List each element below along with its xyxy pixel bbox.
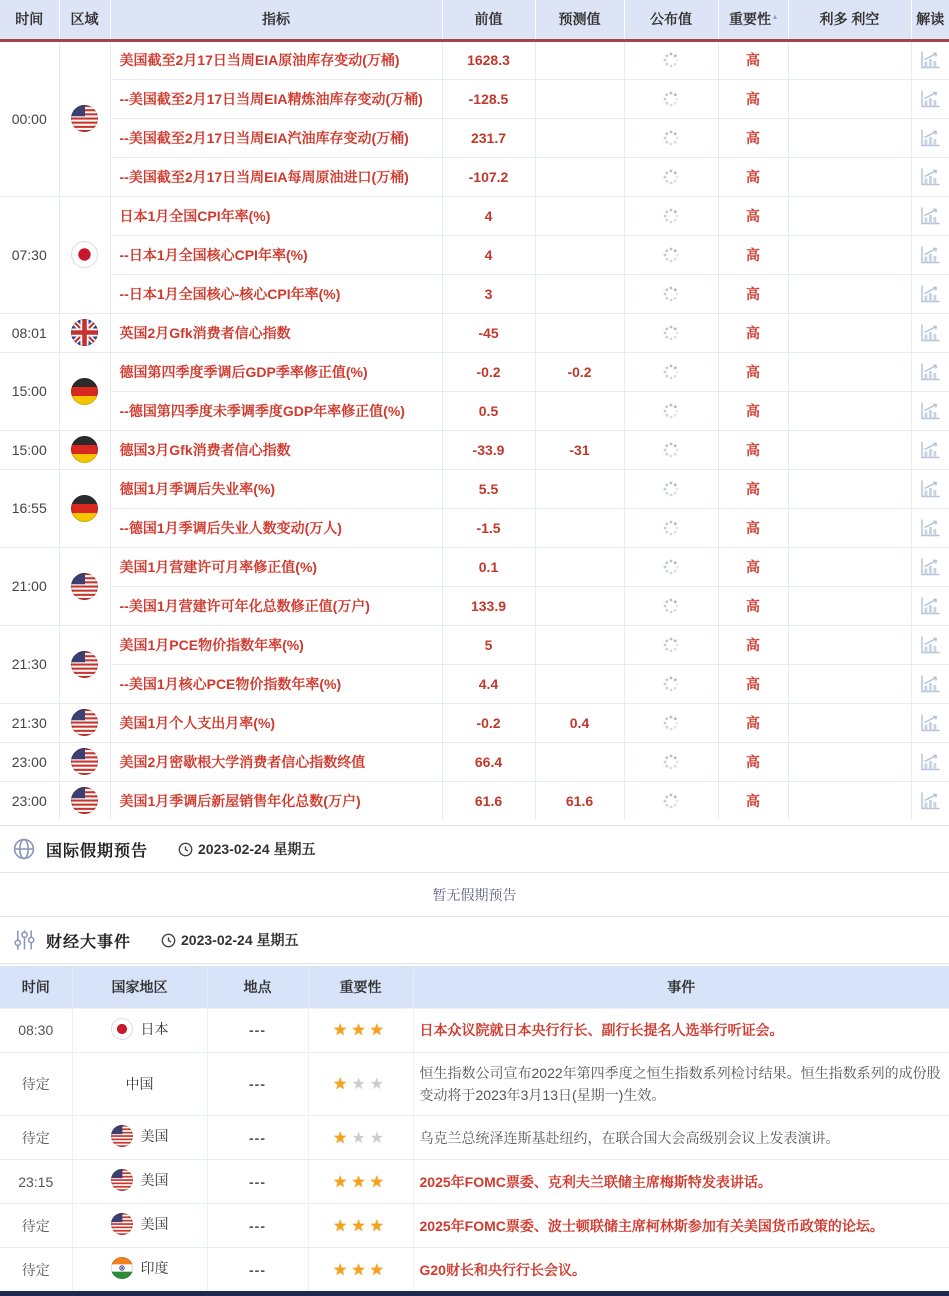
- previous-value: -107.2: [442, 157, 535, 196]
- published-value-loading-spinner-icon: [624, 742, 718, 781]
- forecast-value: -0.2: [535, 352, 624, 391]
- published-value-loading-spinner-icon: [624, 235, 718, 274]
- event-time: 08:30: [0, 1008, 72, 1052]
- forecast-value: [535, 235, 624, 274]
- holiday-section-title: 国际假期预告: [46, 842, 149, 860]
- bias-cell: [788, 235, 911, 274]
- previous-value: 0.5: [442, 391, 535, 430]
- clock-icon: [161, 933, 176, 948]
- time-cell: 16:55: [0, 469, 59, 547]
- bias-cell: [788, 430, 911, 469]
- forecast-value: [535, 664, 624, 703]
- event-row: [0, 1160, 949, 1204]
- forecast-value: [535, 196, 624, 235]
- event-location: ---: [207, 1248, 308, 1292]
- event-importance-stars: [308, 1204, 413, 1248]
- globe-icon: [12, 837, 36, 861]
- importance-level: 高: [718, 742, 788, 781]
- interpret-chart-button[interactable]: [911, 235, 949, 274]
- calendar-row: [0, 118, 949, 157]
- star-icon: ★: [369, 1261, 389, 1279]
- published-value-loading-spinner-icon: [624, 313, 718, 352]
- interpret-chart-button[interactable]: [911, 40, 949, 79]
- importance-level: 高: [718, 40, 788, 79]
- holiday-date: [178, 839, 316, 859]
- published-value-loading-spinner-icon: [624, 196, 718, 235]
- interpret-chart-button[interactable]: [911, 625, 949, 664]
- event-description: 恒生指数公司宣布2022年第四季度之恒生指数系列检讨结果。恒生指数系列的成份股变动将于2023年3月13日(星期一)生效。: [413, 1052, 949, 1116]
- indicator-name: 美国截至2月17日当周EIA原油库存变动(万桶): [110, 40, 442, 79]
- region-flag-us-icon: [59, 625, 110, 703]
- indicator-name: 英国2月Gfk消费者信心指数: [110, 313, 442, 352]
- time-cell: 15:00: [0, 352, 59, 430]
- forecast-value: 61.6: [535, 781, 624, 820]
- event-country: [72, 1248, 207, 1292]
- time-cell: 08:01: [0, 313, 59, 352]
- event-country: [72, 1052, 207, 1116]
- interpret-chart-button[interactable]: [911, 118, 949, 157]
- forecast-value: [535, 79, 624, 118]
- importance-level: 高: [718, 79, 788, 118]
- forecast-value: [535, 742, 624, 781]
- time-cell: 21:30: [0, 703, 59, 742]
- star-icon: ★: [351, 1129, 370, 1147]
- calendar-row: [0, 586, 949, 625]
- interpret-chart-button[interactable]: [911, 664, 949, 703]
- importance-level: 高: [718, 703, 788, 742]
- calendar-column-header-previous: 前值: [442, 0, 535, 40]
- star-icon: ★: [332, 1217, 352, 1235]
- tune-icon: [12, 928, 36, 952]
- bias-cell: [788, 664, 911, 703]
- event-location: ---: [207, 1116, 308, 1160]
- event-time: 待定: [0, 1204, 72, 1248]
- previous-value: 61.6: [442, 781, 535, 820]
- importance-level: 高: [718, 274, 788, 313]
- interpret-chart-button[interactable]: [911, 352, 949, 391]
- forecast-value: [535, 625, 624, 664]
- star-icon: ★: [369, 1173, 389, 1191]
- previous-value: 4: [442, 235, 535, 274]
- calendar-column-header-interpret: 解读: [911, 0, 949, 40]
- region-flag-us-icon: [59, 781, 110, 820]
- event-time: 待定: [0, 1052, 72, 1116]
- bias-cell: [788, 781, 911, 820]
- event-row: [0, 1052, 949, 1116]
- event-country: [72, 1204, 207, 1248]
- event-row: [0, 1204, 949, 1248]
- region-flag-us-icon: [59, 742, 110, 781]
- time-cell: 23:00: [0, 742, 59, 781]
- calendar-row: [0, 469, 949, 508]
- events-column-header-location: 地点: [207, 966, 308, 1008]
- star-icon: ★: [369, 1022, 389, 1039]
- importance-level: 高: [718, 352, 788, 391]
- importance-level: 高: [718, 430, 788, 469]
- previous-value: -33.9: [442, 430, 535, 469]
- star-icon: ★: [351, 1173, 370, 1191]
- star-icon: ★: [351, 1022, 370, 1039]
- previous-value: 66.4: [442, 742, 535, 781]
- calendar-row: [0, 547, 949, 586]
- events-column-header-importance: 重要性: [308, 966, 413, 1008]
- event-description: G20财长和央行行长会议。: [413, 1248, 949, 1292]
- published-value-loading-spinner-icon: [624, 703, 718, 742]
- published-value-loading-spinner-icon: [624, 508, 718, 547]
- country-flag-us-icon: [111, 1125, 133, 1147]
- forecast-value: 0.4: [535, 703, 624, 742]
- calendar-row: [0, 625, 949, 664]
- forecast-value: [535, 313, 624, 352]
- forecast-value: [535, 586, 624, 625]
- time-cell: 21:30: [0, 625, 59, 703]
- previous-value: -0.2: [442, 352, 535, 391]
- previous-value: 5: [442, 625, 535, 664]
- holiday-section-header: [0, 825, 949, 873]
- calendar-row: [0, 313, 949, 352]
- indicator-name: 美国1月季调后新屋销售年化总数(万户): [110, 781, 442, 820]
- country-flag-us-icon: [111, 1213, 133, 1235]
- importance-level: 高: [718, 157, 788, 196]
- previous-value: 1628.3: [442, 40, 535, 79]
- bias-cell: [788, 742, 911, 781]
- importance-level: 高: [718, 547, 788, 586]
- calendar-row: [0, 352, 949, 391]
- indicator-name: --德国第四季度未季调季度GDP年率修正值(%): [110, 391, 442, 430]
- published-value-loading-spinner-icon: [624, 274, 718, 313]
- indicator-name: 德国1月季调后失业率(%): [110, 469, 442, 508]
- published-value-loading-spinner-icon: [624, 664, 718, 703]
- interpret-chart-button[interactable]: [911, 274, 949, 313]
- interpret-chart-button[interactable]: [911, 157, 949, 196]
- events-date: [161, 930, 299, 950]
- bias-cell: [788, 469, 911, 508]
- previous-value: 133.9: [442, 586, 535, 625]
- indicator-name: --美国截至2月17日当周EIA每周原油进口(万桶): [110, 157, 442, 196]
- published-value-loading-spinner-icon: [624, 430, 718, 469]
- indicator-name: --美国截至2月17日当周EIA精炼油库存变动(万桶): [110, 79, 442, 118]
- interpret-chart-button[interactable]: [911, 79, 949, 118]
- previous-value: 3: [442, 274, 535, 313]
- forecast-value: [535, 118, 624, 157]
- interpret-chart-button[interactable]: [911, 586, 949, 625]
- star-icon: ★: [369, 1075, 389, 1093]
- calendar-row: [0, 196, 949, 235]
- previous-value: 0.1: [442, 547, 535, 586]
- event-description: 2025年FOMC票委、克利夫兰联储主席梅斯特发表讲话。: [413, 1160, 949, 1204]
- bias-cell: [788, 196, 911, 235]
- star-icon: ★: [332, 1075, 352, 1093]
- time-cell: 21:00: [0, 547, 59, 625]
- indicator-name: --美国1月核心PCE物价指数年率(%): [110, 664, 442, 703]
- country-name: 美国: [140, 1128, 169, 1145]
- interpret-chart-button[interactable]: [911, 703, 949, 742]
- event-time: 23:15: [0, 1160, 72, 1204]
- event-description: 日本众议院就日本央行行长、副行长提名人选举行听证会。: [413, 1008, 949, 1052]
- events-header-row: [0, 966, 949, 1008]
- star-icon: ★: [369, 1129, 389, 1147]
- time-cell: 07:30: [0, 196, 59, 313]
- forecast-value: [535, 40, 624, 79]
- published-value-loading-spinner-icon: [624, 469, 718, 508]
- event-time: 待定: [0, 1116, 72, 1160]
- forecast-value: [535, 547, 624, 586]
- region-flag-us-icon: [59, 40, 110, 196]
- calendar-row: [0, 781, 949, 820]
- events-column-header-event: 事件: [413, 966, 949, 1008]
- country-flag-us-icon: [111, 1169, 133, 1191]
- country-name: 日本: [140, 1020, 169, 1037]
- region-flag-de-icon: [59, 469, 110, 547]
- star-icon: ★: [332, 1022, 352, 1039]
- importance-level: 高: [718, 625, 788, 664]
- interpret-chart-button[interactable]: [911, 196, 949, 235]
- importance-level: 高: [718, 235, 788, 274]
- event-country: [72, 1008, 207, 1052]
- event-country: [72, 1116, 207, 1160]
- calendar-column-header-forecast: 预测值: [535, 0, 624, 40]
- importance-level: 高: [718, 118, 788, 157]
- previous-value: -1.5: [442, 508, 535, 547]
- importance-level: 高: [718, 469, 788, 508]
- forecast-value: [535, 157, 624, 196]
- calendar-row: [0, 703, 949, 742]
- published-value-loading-spinner-icon: [624, 586, 718, 625]
- event-row: [0, 1116, 949, 1160]
- country-name: 美国: [140, 1216, 169, 1233]
- indicator-name: 美国1月营建许可月率修正值(%): [110, 547, 442, 586]
- calendar-row: [0, 157, 949, 196]
- events-table: [0, 966, 949, 1291]
- time-cell: 23:00: [0, 781, 59, 820]
- previous-value: -45: [442, 313, 535, 352]
- published-value-loading-spinner-icon: [624, 391, 718, 430]
- calendar-row: [0, 40, 949, 79]
- calendar-row: [0, 508, 949, 547]
- indicator-name: --德国1月季调后失业人数变动(万人): [110, 508, 442, 547]
- published-value-loading-spinner-icon: [624, 157, 718, 196]
- interpret-chart-button[interactable]: [911, 430, 949, 469]
- event-location: ---: [207, 1052, 308, 1116]
- interpret-chart-button[interactable]: [911, 469, 949, 508]
- indicator-name: 德国第四季度季调后GDP季率修正值(%): [110, 352, 442, 391]
- event-country: [72, 1160, 207, 1204]
- event-location: ---: [207, 1160, 308, 1204]
- country-name: 美国: [140, 1172, 169, 1189]
- importance-level: 高: [718, 313, 788, 352]
- star-icon: ★: [351, 1261, 370, 1279]
- clock-icon: [178, 842, 193, 857]
- event-importance-stars: [308, 1008, 413, 1052]
- region-flag-us-icon: [59, 547, 110, 625]
- previous-value: 231.7: [442, 118, 535, 157]
- event-row: [0, 1008, 949, 1052]
- calendar-row: [0, 742, 949, 781]
- indicator-name: --日本1月全国核心-核心CPI年率(%): [110, 274, 442, 313]
- interpret-chart-button[interactable]: [911, 742, 949, 781]
- sort-caret-icon: ▴: [772, 11, 777, 21]
- bias-cell: [788, 118, 911, 157]
- indicator-name: --美国截至2月17日当周EIA汽油库存变动(万桶): [110, 118, 442, 157]
- calendar-column-header-published: 公布值: [624, 0, 718, 40]
- star-icon: ★: [351, 1075, 370, 1093]
- event-location: ---: [207, 1204, 308, 1248]
- event-importance-stars: [308, 1160, 413, 1204]
- published-value-loading-spinner-icon: [624, 352, 718, 391]
- event-description: 2025年FOMC票委、波士顿联储主席柯林斯参加有关美国货币政策的论坛。: [413, 1204, 949, 1248]
- country-name: 印度: [140, 1260, 169, 1277]
- indicator-name: 美国2月密歇根大学消费者信心指数终值: [110, 742, 442, 781]
- star-icon: ★: [332, 1129, 352, 1147]
- star-icon: ★: [369, 1217, 389, 1235]
- importance-level: 高: [718, 391, 788, 430]
- holiday-date-text: 2023-02-24 星期五: [198, 841, 316, 857]
- interpret-chart-button[interactable]: [911, 781, 949, 820]
- region-flag-de-icon: [59, 352, 110, 430]
- importance-level: 高: [718, 664, 788, 703]
- previous-value: 4: [442, 196, 535, 235]
- bias-cell: [788, 586, 911, 625]
- bias-cell: [788, 274, 911, 313]
- previous-value: -0.2: [442, 703, 535, 742]
- forecast-value: [535, 508, 624, 547]
- events-column-header-time: 时间: [0, 966, 72, 1008]
- previous-value: -128.5: [442, 79, 535, 118]
- event-time: 待定: [0, 1248, 72, 1292]
- calendar-row: [0, 430, 949, 469]
- interpret-chart-button[interactable]: [911, 547, 949, 586]
- region-flag-us-icon: [59, 703, 110, 742]
- event-location: ---: [207, 1008, 308, 1052]
- country-flag-jp-icon: [111, 1018, 133, 1040]
- bias-cell: [788, 703, 911, 742]
- bias-cell: [788, 391, 911, 430]
- time-cell: 15:00: [0, 430, 59, 469]
- indicator-name: 日本1月全国CPI年率(%): [110, 196, 442, 235]
- region-flag-uk-icon: [59, 313, 110, 352]
- forecast-value: [535, 469, 624, 508]
- calendar-row: [0, 274, 949, 313]
- bias-cell: [788, 508, 911, 547]
- calendar-column-header-indicator: 指标: [110, 0, 442, 40]
- indicator-name: 美国1月PCE物价指数年率(%): [110, 625, 442, 664]
- calendar-column-header-region: 区域: [59, 0, 110, 40]
- region-flag-jp-icon: [59, 196, 110, 313]
- forecast-value: [535, 391, 624, 430]
- event-importance-stars: [308, 1248, 413, 1292]
- calendar-column-header-importance[interactable]: 重要性 ▴: [718, 0, 788, 40]
- star-icon: ★: [351, 1217, 370, 1235]
- bias-cell: [788, 625, 911, 664]
- events-section-header: [0, 917, 949, 964]
- calendar-row: [0, 79, 949, 118]
- bias-cell: [788, 79, 911, 118]
- indicator-name: --日本1月全国核心CPI年率(%): [110, 235, 442, 274]
- bias-cell: [788, 352, 911, 391]
- interpret-chart-button[interactable]: [911, 313, 949, 352]
- country-name: 中国: [125, 1075, 154, 1092]
- published-value-loading-spinner-icon: [624, 79, 718, 118]
- events-date-text: 2023-02-24 星期五: [181, 932, 299, 948]
- events-column-header-country: 国家地区: [72, 966, 207, 1008]
- bias-cell: [788, 547, 911, 586]
- published-value-loading-spinner-icon: [624, 625, 718, 664]
- event-description: 乌克兰总统泽连斯基赴纽约，在联合国大会高级别会议上发表演讲。: [413, 1116, 949, 1160]
- bias-cell: [788, 157, 911, 196]
- event-importance-stars: [308, 1116, 413, 1160]
- interpret-chart-button[interactable]: [911, 391, 949, 430]
- forecast-value: -31: [535, 430, 624, 469]
- calendar-column-header-bias: 利多 利空: [788, 0, 911, 40]
- importance-level: 高: [718, 781, 788, 820]
- calendar-row: [0, 391, 949, 430]
- importance-level: 高: [718, 508, 788, 547]
- forecast-value: [535, 274, 624, 313]
- published-value-loading-spinner-icon: [624, 781, 718, 820]
- holiday-empty-message: 暂无假期预告: [0, 873, 949, 917]
- indicator-name: 美国1月个人支出月率(%): [110, 703, 442, 742]
- indicator-name: --美国1月营建许可年化总数修正值(万户): [110, 586, 442, 625]
- time-cell: 00:00: [0, 40, 59, 196]
- calendar-row: [0, 664, 949, 703]
- previous-value: 4.4: [442, 664, 535, 703]
- event-importance-stars: [308, 1052, 413, 1116]
- published-value-loading-spinner-icon: [624, 40, 718, 79]
- published-value-loading-spinner-icon: [624, 118, 718, 157]
- region-flag-de-icon: [59, 430, 110, 469]
- published-value-loading-spinner-icon: [624, 547, 718, 586]
- indicator-name: 德国3月Gfk消费者信心指数: [110, 430, 442, 469]
- event-row: [0, 1248, 949, 1292]
- star-icon: ★: [332, 1261, 352, 1279]
- calendar-header-row: [0, 0, 949, 40]
- previous-value: 5.5: [442, 469, 535, 508]
- importance-level: 高: [718, 586, 788, 625]
- star-icon: ★: [332, 1173, 352, 1191]
- country-flag-in-icon: [111, 1257, 133, 1279]
- events-section-title: 财经大事件: [46, 933, 132, 951]
- bias-cell: [788, 313, 911, 352]
- calendar-column-header-time: 时间: [0, 0, 59, 40]
- interpret-chart-button[interactable]: [911, 508, 949, 547]
- footer-bar: [0, 1291, 949, 1296]
- calendar-row: [0, 235, 949, 274]
- bias-cell: [788, 40, 911, 79]
- importance-level: 高: [718, 196, 788, 235]
